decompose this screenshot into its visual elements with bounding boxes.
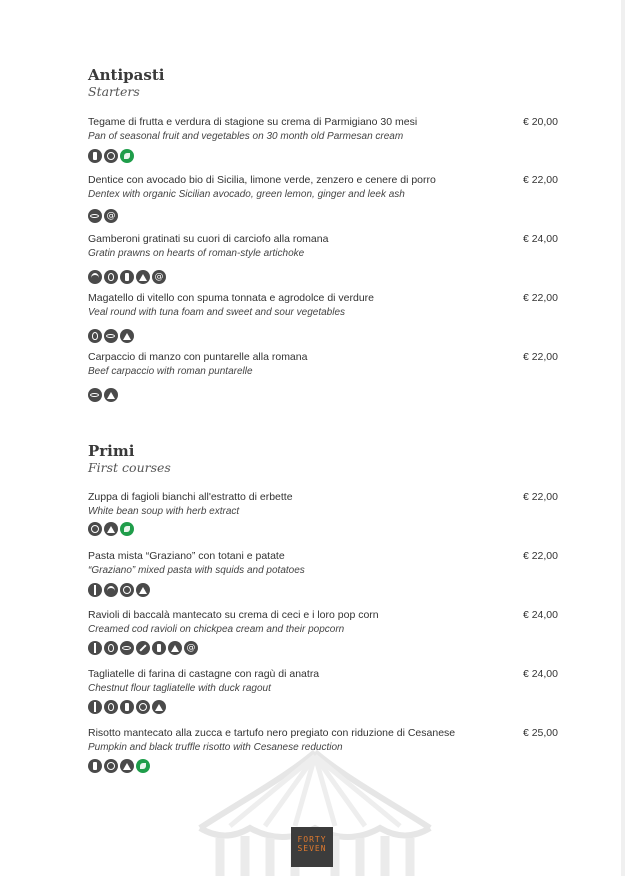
- egg-icon: [104, 641, 118, 655]
- item-name: Pasta mista “Graziano” con totani e patate: [88, 550, 285, 562]
- sulphite-icon: @: [152, 270, 166, 284]
- item-translation: White bean soup with herb extract: [88, 506, 240, 517]
- allergen-icons: [88, 329, 134, 343]
- gluten-icon: [88, 700, 102, 714]
- item-name: Carpaccio di manzo con puntarelle alla romana: [88, 351, 308, 363]
- item-name: Tagliatelle di farina di castagne con ragù di anatra: [88, 668, 320, 680]
- page-edge: [621, 0, 625, 876]
- allergen-icons: [88, 209, 118, 223]
- allergen-icons: [88, 522, 134, 536]
- celery-icon: [104, 149, 118, 163]
- celery-icon: [120, 583, 134, 597]
- flask-icon: [104, 388, 118, 402]
- milk-icon: [88, 149, 102, 163]
- item-name: Ravioli di baccalà mantecato su crema di ceci e i loro pop corn: [88, 609, 379, 621]
- item-translation: Chestnut flour tagliatelle with duck ragout: [88, 683, 271, 694]
- fish-icon: [88, 388, 102, 402]
- item-name: Gamberoni gratinati su cuori di carciofo alla romana: [88, 233, 329, 245]
- item-name: Magatello di vitello con spuma tonnata e agrodolce di verdure: [88, 292, 375, 304]
- item-price: € 24,00: [522, 668, 558, 680]
- item-price: € 22,00: [522, 351, 558, 363]
- item-translation: Pan of seasonal fruit and vegetables on 30 month old Parmesan cream: [88, 131, 404, 142]
- section-subtitle: Starters: [88, 84, 140, 99]
- item-price: € 22,00: [522, 174, 558, 186]
- vegetarian-leaf-icon: [120, 522, 134, 536]
- celery-icon: [136, 700, 150, 714]
- section-primi: [88, 442, 558, 476]
- vegetarian-leaf-icon: [120, 149, 134, 163]
- flask-icon: [120, 759, 134, 773]
- crustacean-icon: [88, 270, 102, 284]
- item-name: Tegame di frutta e verdura di stagione su crema di Parmigiano 30 mesi: [88, 116, 418, 128]
- item-translation: Gratin prawns on hearts of roman-style artichoke: [88, 248, 305, 259]
- logo-line-2: SEVEN: [297, 844, 327, 853]
- item-translation: Beef carpaccio with roman puntarelle: [88, 366, 253, 377]
- menu-item: [88, 667, 558, 723]
- item-name: Zuppa di fagioli bianchi all'estratto di erbette: [88, 491, 293, 503]
- item-translation: “Graziano” mixed pasta with squids and potatoes: [88, 565, 305, 576]
- sulphite-icon: @: [104, 209, 118, 223]
- menu-item: [88, 291, 558, 347]
- allergen-icons: [88, 700, 166, 714]
- section-antipasti: [88, 66, 558, 100]
- item-translation: Pumpkin and black truffle risotto with Cesanese reduction: [88, 742, 343, 753]
- fish-icon: [104, 329, 118, 343]
- egg-icon: [104, 700, 118, 714]
- item-price: € 24,00: [522, 233, 558, 245]
- flask-icon: [136, 583, 150, 597]
- section-subtitle: First courses: [88, 460, 171, 475]
- allergen-icons: [88, 270, 166, 284]
- allergen-icons: [88, 583, 150, 597]
- flask-icon: [152, 700, 166, 714]
- celery-icon: [104, 759, 118, 773]
- menu-item: [88, 115, 558, 171]
- milk-icon: [152, 641, 166, 655]
- menu-item: [88, 608, 558, 664]
- shellfish-icon: [104, 583, 118, 597]
- allergen-icons: [88, 388, 118, 402]
- allergen-icons: [88, 149, 134, 163]
- mustard-icon: [136, 641, 150, 655]
- egg-icon: [104, 270, 118, 284]
- item-price: € 24,00: [522, 609, 558, 621]
- menu-item: [88, 549, 558, 605]
- forty-seven-logo: [291, 827, 333, 867]
- item-price: € 25,00: [522, 727, 558, 739]
- item-translation: Creamed cod ravioli on chickpea cream and their popcorn: [88, 624, 345, 635]
- menu-item: [88, 490, 558, 546]
- fish-icon: [120, 641, 134, 655]
- menu-item: [88, 232, 558, 288]
- milk-icon: [120, 270, 134, 284]
- item-price: € 22,00: [522, 550, 558, 562]
- item-translation: Dentex with organic Sicilian avocado, green lemon, ginger and leek ash: [88, 189, 405, 200]
- item-price: € 22,00: [522, 491, 558, 503]
- mustard-icon: [136, 270, 150, 284]
- item-price: € 20,00: [522, 116, 558, 128]
- section-title: Primi: [88, 442, 135, 460]
- item-price: € 22,00: [522, 292, 558, 304]
- item-name: Risotto mantecato alla zucca e tartufo nero pregiato con riduzione di Cesanese: [88, 727, 456, 739]
- section-title: Antipasti: [88, 66, 165, 84]
- sulphite-icon: @: [184, 641, 198, 655]
- allergen-icons: [88, 759, 150, 773]
- celery-icon: [88, 522, 102, 536]
- item-name: Dentice con avocado bio di Sicilia, limone verde, zenzero e cenere di porro: [88, 174, 436, 186]
- milk-icon: [120, 700, 134, 714]
- logo-line-1: FORTY: [297, 835, 327, 844]
- menu-item: [88, 350, 558, 406]
- allergen-icons: [88, 641, 198, 655]
- gluten-icon: [88, 641, 102, 655]
- menu-item: [88, 173, 558, 229]
- milk-icon: [88, 759, 102, 773]
- vegetarian-leaf-icon: [136, 759, 150, 773]
- egg-icon: [88, 329, 102, 343]
- item-translation: Veal round with tuna foam and sweet and sour vegetables: [88, 307, 346, 318]
- gluten-icon: [88, 583, 102, 597]
- fish-icon: [88, 209, 102, 223]
- flask-icon: [104, 522, 118, 536]
- flask-icon: [120, 329, 134, 343]
- flask-icon: [168, 641, 182, 655]
